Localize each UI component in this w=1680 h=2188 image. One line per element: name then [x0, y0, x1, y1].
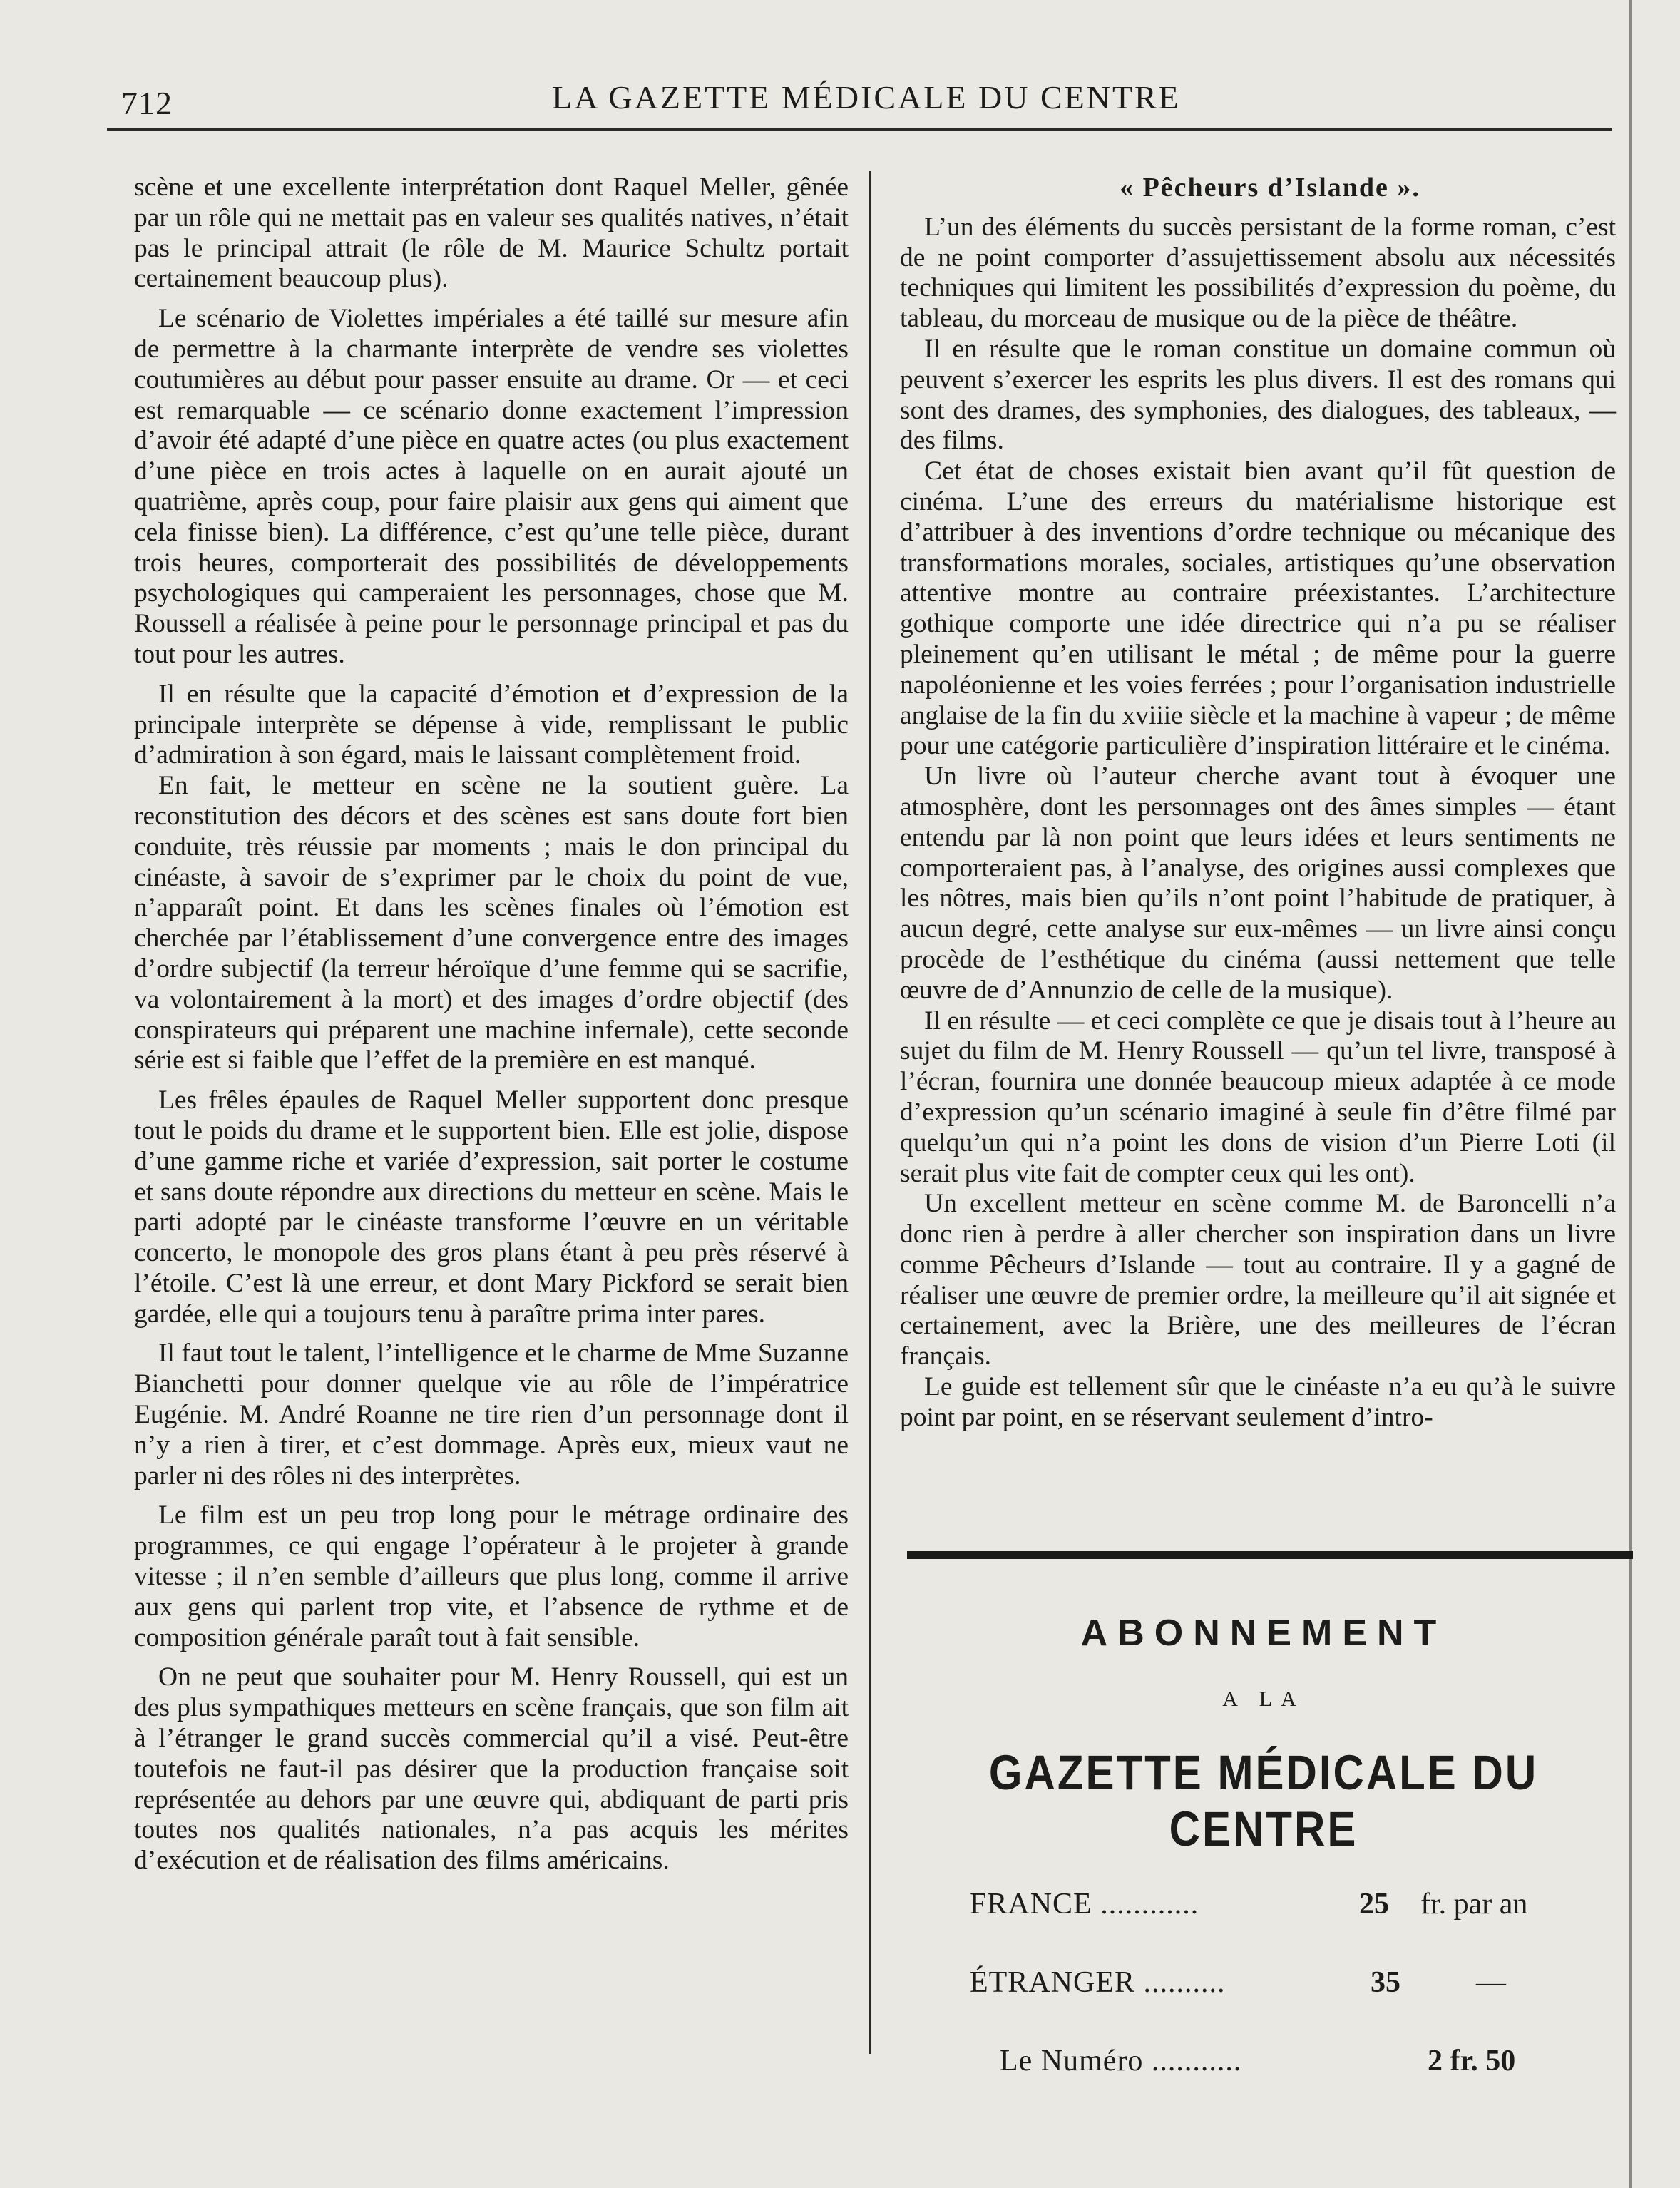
- price-row: [900, 2044, 1627, 2091]
- price-value: 25: [1359, 1888, 1389, 1921]
- price-row: [900, 1965, 1627, 2013]
- header-rule: [107, 128, 1612, 131]
- price-value: 2 fr. 50: [1428, 2045, 1516, 2077]
- subscription-journal: GAZETTE MÉDICALE DU CENTRE: [988, 1744, 1539, 1857]
- article-paragraph: Il en résulte — et ceci complète ce que je disais tout à l’heure au sujet du film de M. Henry Roussell — qu’un tel livre, transposé à l’écran, fournira une donnée beaucoup mieux adaptée à ce mode d’expression qu’un scénario imaginé à seule fin d’être filmé par quelqu’un qui n’a point les dons de vision d’un Pierre Loti (il serait plus vite fait de compter ceux qui les ont).: [900, 1006, 1616, 1188]
- article-paragraph: En fait, le metteur en scène ne la soutient guère. La reconstitution des décors et des scènes est sans doute fort bien conduite, très réussie par moments ; mais le don principal du cinéaste, à savoir de s’exprimer par le choix du point de vue, n’apparaît point. Et dans les scènes finales où l’émotion est cherchée par l’établissement d’une convergence entre des images d’ordre subjectif (la terreur héroïque d’une femme qui se sacrifie, va volontairement à la mort) et des images d’ordre objectif (des conspirateurs qui préparent une machine infernale), cette seconde série est si faible que l’effet de la première en est manqué.: [134, 771, 849, 1075]
- price-label: Le Numéro ...........: [1000, 2045, 1242, 2077]
- article-paragraph: Le scénario de Violettes impériales a été taillé sur mesure afin de permettre à la charmante interprète de vendre ses violettes coutumières au début pour passer ensuite au drame. Or — et ceci est remarquable — ce scénario donne exactement l’impression d’avoir été adapté d’une pièce en quatre actes (ou plus exactement d’une pièce en trois actes à laquelle on en aurait ajouté un quatrième, après coup, pour faire plaisir aux gens qui aiment que cela finisse bien). La différence, c’est qu’une telle pièce, durant trois heures, comporterait des possibilités de développements psychologiques qui camperaient les personnages, chose que M. Roussell a réalisée à peine pour le personnage principal et pas du tout pour les autres.: [134, 304, 849, 669]
- subscription-sub: A LA: [1222, 1687, 1305, 1711]
- article-paragraph: L’un des éléments du succès persistant de la forme roman, c’est de ne point comporter d’assujettissement absolu aux nécessités techniques qui limitent les possibilités d’expression du poème, du tableau, du morceau de musique ou de la pièce de théâtre.: [900, 212, 1616, 334]
- section-rule: [907, 1551, 1633, 1559]
- price-list: [900, 1887, 1627, 2091]
- page-number: 712: [121, 85, 173, 121]
- journal-title: LA GAZETTE MÉDICALE DU CENTRE: [552, 79, 1181, 116]
- price-label: FRANCE ............: [970, 1888, 1199, 1921]
- article-paragraph: Le film est un peu trop long pour le métrage ordinaire des programmes, ce qui engage l’opérateur à le projeter à grande vitesse ; il n’en semble d’ailleurs que plus long, comme il arrive aux gens qui parlent trop vite, et l’absence de rythme et de composition générale paraît tout à fait sensible.: [134, 1501, 849, 1652]
- column-divider: [869, 171, 871, 2054]
- article-paragraph: Il en résulte que la capacité d’émotion et d’expression de la principale interprète se dépense à vide, remplissant le public d’admiration à son égard, mais le laissant complètement froid.: [134, 679, 849, 770]
- article-paragraph: Un excellent metteur en scène comme M. de Baroncelli n’a donc rien à perdre à aller chercher son inspiration dans un livre comme Pêcheurs d’Islande — tout au contraire. Il y a gagné de réaliser une œuvre de premier ordre, la meilleure qu’il ait signée et certainement, avec la Brière, une des meilleures de l’écran français.: [900, 1189, 1616, 1371]
- price-value: 35: [1371, 1966, 1400, 1999]
- price-label: ÉTRANGER ..........: [970, 1966, 1226, 1999]
- article-paragraph: Le guide est tellement sûr que le cinéaste n’a eu qu’à le suivre point par point, en se réservant seulement d’intro-: [900, 1372, 1616, 1432]
- article-paragraph: Cet état de choses existait bien avant qu’il fût question de cinéma. L’une des erreurs du matérialisme historique est d’attribuer à des inventions d’ordre technique ou mécanique des transformations morales, sociales, artistiques qu’une observation attentive montre au contraire préexistantes. L’architecture gothique comporte une idée directrice qui n’a pu se réaliser pleinement qu’en utilisant le métal ; de même pour la guerre napoléonienne et les voies ferrées ; pour l’organisation industrielle anglaise de la fin du xviiie siècle et la machine à vapeur ; de même pour une catégorie particulière d’inspiration littéraire et le cinéma.: [900, 456, 1616, 761]
- right-column: [900, 173, 1616, 1433]
- page-header: [121, 71, 1612, 128]
- article-paragraph: On ne peut que souhaiter pour M. Henry Roussell, qui est un des plus sympathiques metteurs en scène français, que son film ait à l’étranger le grand succès commercial qu’il a visé. Peut-être toutefois ne faut-il pas désirer que la production française soit représentée au dehors par une œuvre qui, abdiquant de parti pris toutes nos qualités nationales, n’a pas acquis les mérites d’exécution et de réalisation des films américains.: [134, 1662, 849, 1876]
- page-edge-rule: [1629, 0, 1632, 2188]
- article-paragraph: Il en résulte que le roman constitue un domaine commun où peuvent s’exercer les esprits les plus divers. Il est des romans qui sont des drames, des symphonies, des dialogues, des tableaux, — des films.: [900, 334, 1616, 456]
- price-row: [900, 1887, 1627, 1934]
- price-unit: fr. par an: [1420, 1888, 1528, 1921]
- subscription-heading: ABONNEMENT: [1080, 1612, 1447, 1654]
- article-paragraph: Les frêles épaules de Raquel Meller supportent donc presque tout le poids du drame et le supportent bien. Elle est jolie, dispose d’une gamme riche et variée d’expression, sait porter le costume et sans doute répondre aux directions du metteur en scène. Mais le parti adopté par le cinéaste transforme l’œuvre en un véritable concerto, le monopole des gros plans étant à peu près réservé à l’étoile. C’est là une erreur, et dont Mary Pickford se serait bien gardée, elle qui a toujours tenu à paraître prima inter pares.: [134, 1085, 849, 1329]
- section-title: « Pêcheurs d’Islande ».: [1120, 173, 1420, 203]
- article-paragraph: Il faut tout le talent, l’intelligence et le charme de Mme Suzanne Bianchetti pour donner quelque vie au rôle de l’impératrice Eugénie. M. André Roanne ne tire rien d’un personnage dont il n’y a rien à tirer, et c’est dommage. Après eux, mieux vaut ne parler ni des rôles ni des interprètes.: [134, 1339, 849, 1491]
- price-unit: —: [1476, 1966, 1506, 1999]
- article-paragraph: scène et une excellente interprétation dont Raquel Meller, gênée par un rôle qui ne mettait pas en valeur ses qualités natives, n’était pas le principal attrait (le rôle de M. Maurice Schultz portait certainement beaucoup plus).: [134, 173, 849, 294]
- subscription-box: [900, 1612, 1627, 2091]
- article-paragraph: Un livre où l’auteur cherche avant tout à évoquer une atmosphère, dont les personnages ont des âmes simples — étant entendu par là non point que leurs idées et leurs sentiments ne comporteraient pas, à l’analyse, des origines aussi complexes que les nôtres, mais bien qu’ils n’ont point l’habitude de pratiquer, à aucun degré, cette analyse sur eux-mêmes — un livre ainsi conçu procède de l’esthétique du cinéma (aussi nettement que telle œuvre de d’Annunzio de celle de la musique).: [900, 762, 1616, 1005]
- left-column: [134, 173, 849, 1886]
